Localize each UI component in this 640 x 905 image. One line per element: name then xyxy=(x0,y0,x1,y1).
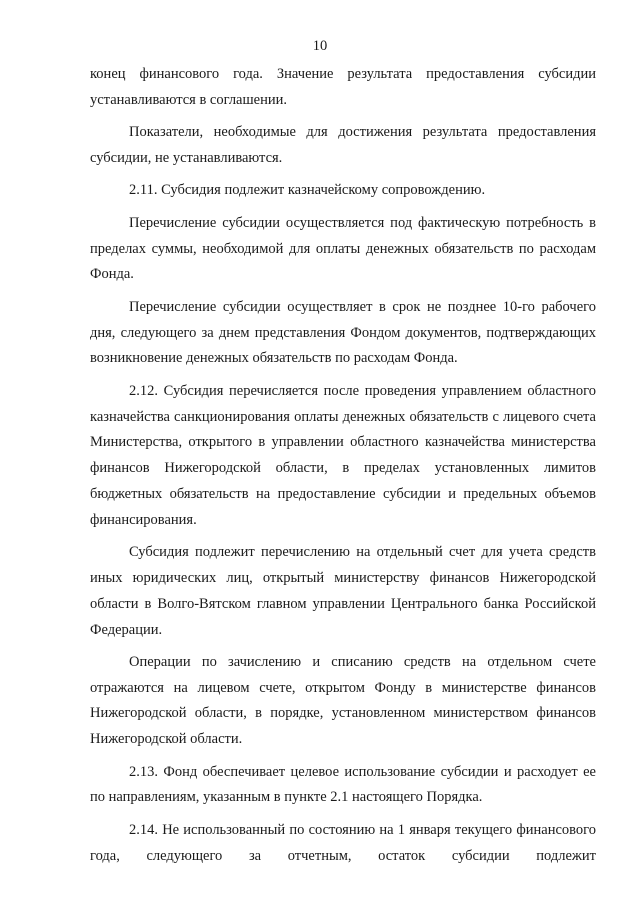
paragraph-2-14: 2.14. Не использованный по состоянию на 1 января текущего финансового года, следующего за отчетным, остаток субсидии подлежит xyxy=(90,821,596,864)
paragraph-account-operations: Операции по зачислению и списанию средств на отдельном счете отражаются на лицевом счете, открытом Фонду в министерстве финансов Нижегородской области, в порядке, установленном министерством финансов Нижегородской области. xyxy=(90,653,596,748)
paragraph-2-13: 2.13. Фонд обеспечивает целевое использование субсидии и расходует ее по направлениям, указанным в пункте 2.1 настоящего Порядка. xyxy=(90,763,596,806)
paragraph-transfer-deadline: Перечисление субсидии осуществляет в срок не позднее 10-го рабочего дня, следующего за днем представления Фондом документов, подтверждающих возникновение денежных обязательств по расходам Фонда. xyxy=(90,298,596,367)
paragraph-2-11: 2.11. Субсидия подлежит казначейскому сопровождению. xyxy=(129,182,486,199)
paragraph-indicators: Показатели, необходимые для достижения результата предоставления субсидии, не устанавливаются. xyxy=(90,124,596,166)
page-number: 10 xyxy=(312,38,328,54)
paragraph-2-12: 2.12. Субсидия перечисляется после проведения управлением областного казначейства санкционирования оплаты денежных обязательств с лицевого счета Министерства, открытого в управлении областного казначейства министерства финансов Нижегородской области, в пределах установленных лимитов бюджетных обязательств на предоставление субсидии и предельных объемов финансирования. xyxy=(90,382,596,528)
document-body xyxy=(90,62,596,876)
paragraph-transfer-need: Перечисление субсидии осуществляется под фактическую потребность в пределах суммы, необходимой для оплаты денежных обязательств по расходам Фонда. xyxy=(90,214,596,283)
paragraph-separate-account: Субсидия подлежит перечислению на отдельный счет для учета средств иных юридических лиц, открытый министерству финансов Нижегородской области в Волго-Вятском главном управлении Центрального банка Российской Федерации. xyxy=(90,544,596,638)
paragraph-continuation: конец финансового года. Значение результата предоставления субсидии устанавливаются в соглашении. xyxy=(90,66,596,108)
